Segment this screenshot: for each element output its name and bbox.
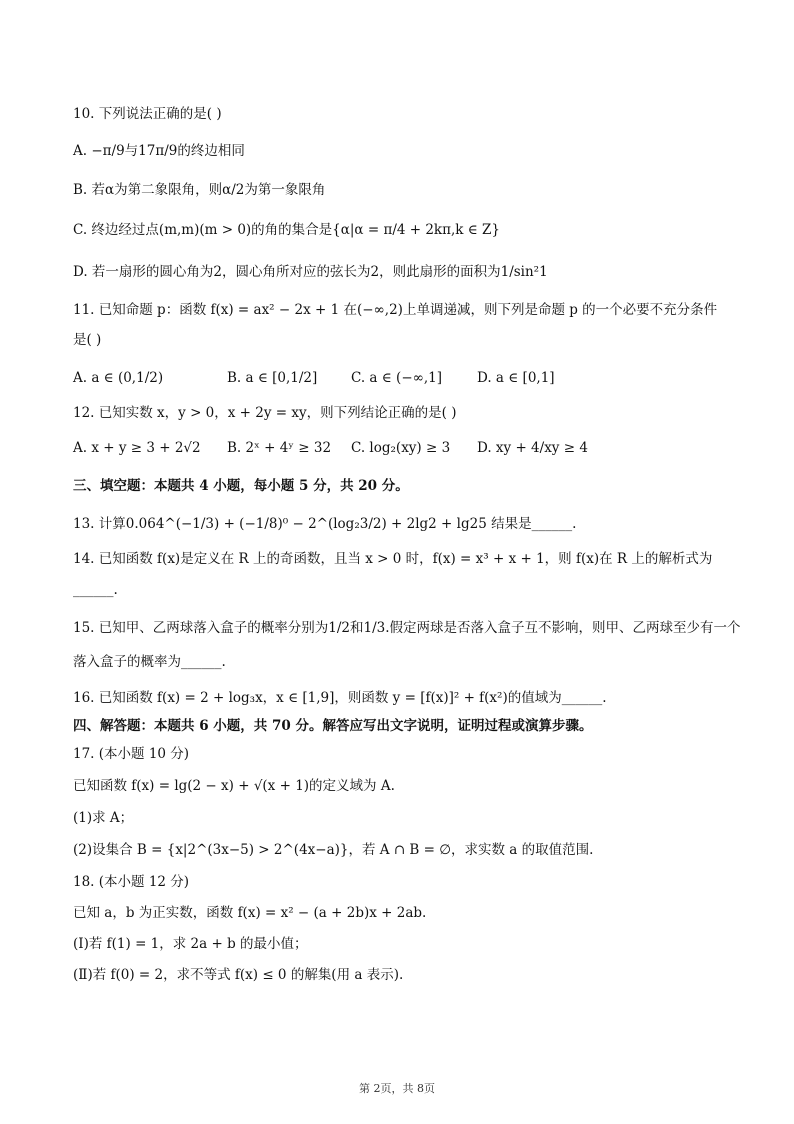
question-10-stem: 10. 下列说法正确的是( )	[73, 106, 222, 122]
question-16: 16. 已知函数 f(x) = 2 + log₃x，x ∈ [1,9]，则函数 y = [f(x)]² + f(x²)的值域为______.	[73, 690, 607, 706]
question-12-stem: 12. 已知实数 x，y > 0，x + 2y = xy，则下列结论正确的是( )	[73, 405, 457, 421]
question-14-blank: ______.	[73, 582, 118, 598]
question-18-header: 18. (本小题 12 分)	[73, 874, 190, 890]
question-18-stem: 已知 a，b 为正实数，函数 f(x) = x² − (a + 2b)x + 2ab.	[73, 905, 427, 921]
q12-option-c: C. log₂(xy) ≥ 3	[351, 440, 451, 456]
question-10-option-b: B. 若α为第二象限角，则α/2为第一象限角	[73, 182, 326, 198]
q11-option-a: A. a ∈ (0,1/2)	[73, 370, 164, 386]
question-18-part-1: (Ⅰ)若 f(1) = 1，求 2a + b 的最小值；	[73, 936, 308, 952]
section-3-heading: 三、填空题：本题共 4 小题，每小题 5 分，共 20 分。	[73, 478, 409, 494]
q12-option-d: D. xy + 4/xy ≥ 4	[477, 440, 588, 456]
question-11-stem: 11. 已知命题 p：函数 f(x) = ax² − 2x + 1 在(−∞,2)上单调递减，则下列是命题 p 的一个必要不充分条件	[73, 302, 718, 318]
q12-option-b: B. 2ˣ + 4ʸ ≥ 32	[227, 440, 332, 456]
question-17-stem: 已知函数 f(x) = lg(2 − x) + √(x + 1)的定义域为 A.	[73, 778, 395, 794]
q11-option-d: D. a ∈ [0,1]	[477, 370, 555, 386]
question-10-option-a: A. −π/9与17π/9的终边相同	[73, 143, 245, 159]
question-12-options	[73, 438, 754, 458]
question-11-options	[73, 368, 754, 388]
question-17-part-2: (2)设集合 B = {x|2^(3x−5) > 2^(4x−a)}，若 A ∩ B = ∅，求实数 a 的取值范围.	[73, 842, 594, 858]
question-17-header: 17. (本小题 10 分)	[73, 746, 190, 762]
question-10-option-c: C. 终边经过点(m,m)(m > 0)的角的集合是{α|α = π/4 + 2kπ,k ∈ Z}	[73, 222, 501, 238]
question-15: 15. 已知甲、乙两球落入盒子的概率分别为1/2和1/3.假定两球是否落入盒子互不影响，则甲、乙两球至少有一个	[73, 620, 741, 636]
question-10-option-d: D. 若一扇形的圆心角为2，圆心角所对应的弦长为2，则此扇形的面积为1/sin²1	[73, 264, 548, 280]
question-18-part-2: (Ⅱ)若 f(0) = 2，求不等式 f(x) ≤ 0 的解集(用 a 表示).	[73, 967, 404, 983]
q12-option-a: A. x + y ≥ 3 + 2√2	[73, 440, 201, 456]
q11-option-c: C. a ∈ (−∞,1]	[351, 370, 443, 386]
question-11-stem-cont: 是( )	[73, 332, 102, 348]
section-4-heading: 四、解答题：本题共 6 小题，共 70 分。解答应写出文字说明，证明过程或演算步骤。	[73, 718, 593, 734]
question-17-part-1: (1)求 A；	[73, 810, 134, 826]
question-14: 14. 已知函数 f(x)是定义在 R 上的奇函数，且当 x > 0 时，f(x) = x³ + x + 1，则 f(x)在 R 上的解析式为	[73, 551, 713, 567]
question-13: 13. 计算0.064^(−1/3) + (−1/8)⁰ − 2^(log₂3/2) + 2lg2 + lg25 结果是______.	[73, 516, 577, 532]
question-15-cont: 落入盒子的概率为______.	[73, 654, 226, 670]
page-footer: 第 2页，共 8页	[359, 1082, 435, 1095]
q11-option-b: B. a ∈ [0,1/2]	[227, 370, 318, 386]
